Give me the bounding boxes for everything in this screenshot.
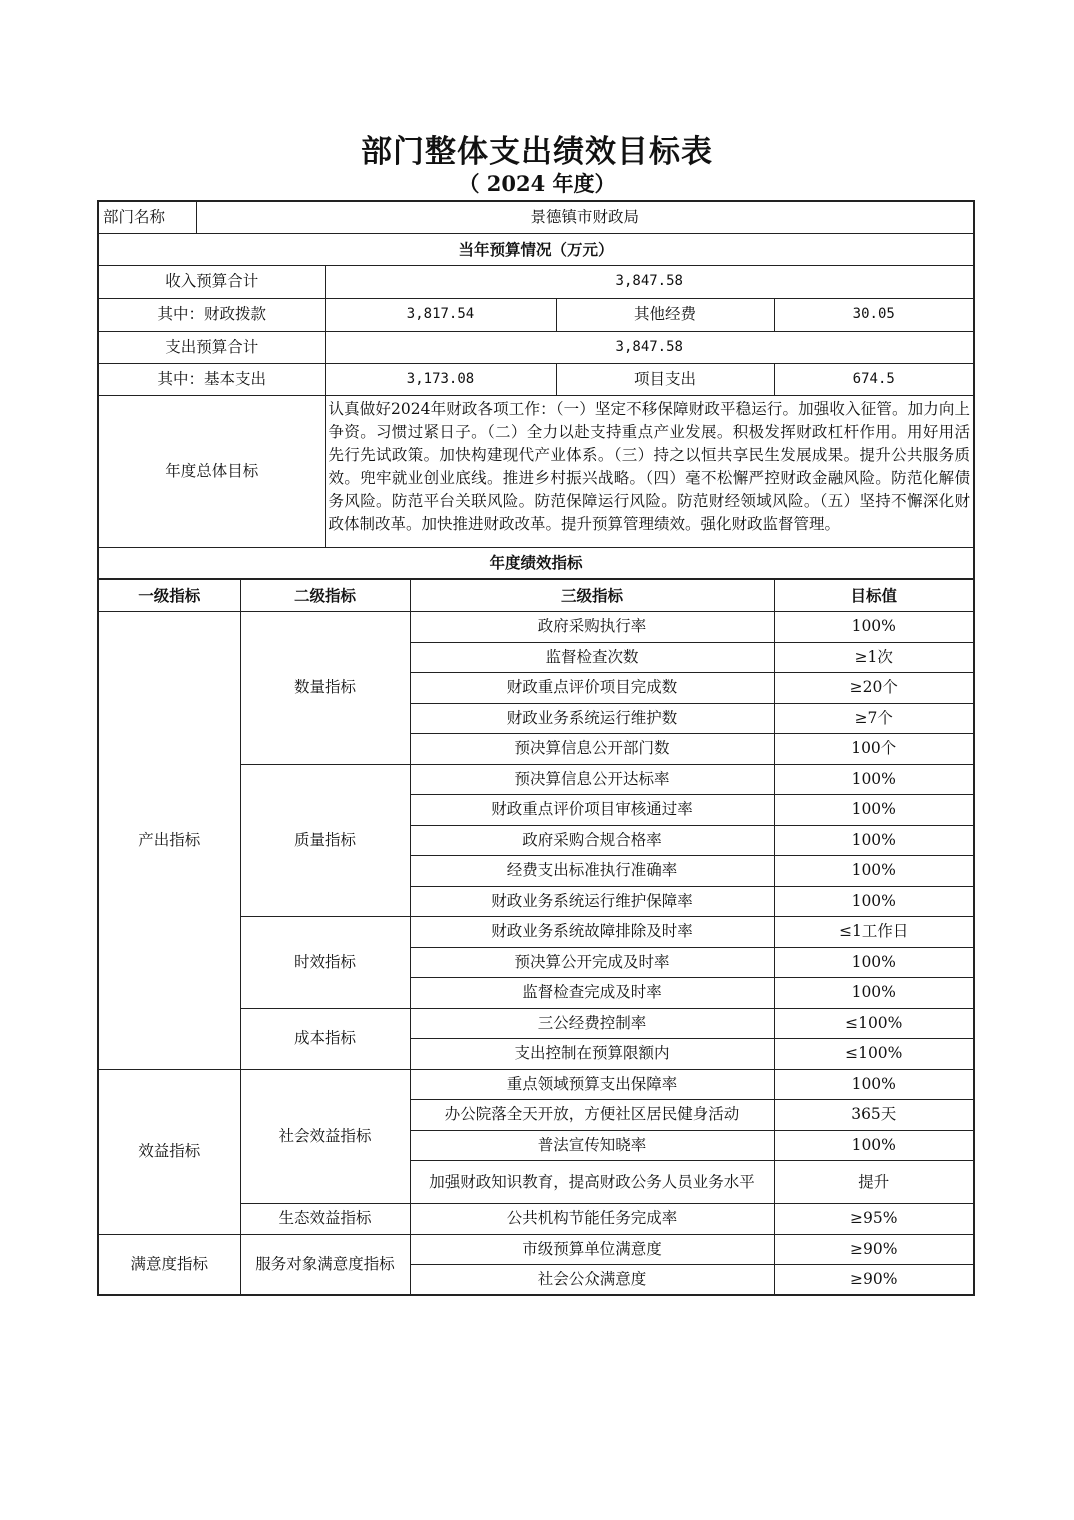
fiscal-value: 3,817.54 [325, 298, 556, 331]
col-header-level1: 一级指标 [98, 579, 240, 612]
budget-header: 当年预算情况（万元） [98, 233, 974, 265]
level3-indicator: 市级预算单位满意度 [410, 1234, 774, 1265]
level3-indicator: 支出控制在预算限额内 [410, 1039, 774, 1070]
target-value: 100% [774, 795, 974, 826]
dept-value: 景德镇市财政局 [196, 201, 974, 233]
level3-indicator: 预决算公开完成及时率 [410, 947, 774, 978]
level3-indicator: 监督检查完成及时率 [410, 978, 774, 1009]
page-subtitle: （ 2024 年度） [458, 171, 616, 196]
target-value: 提升 [774, 1161, 974, 1204]
level2-indicator: 服务对象满意度指标 [240, 1234, 410, 1295]
level2-indicator: 社会效益指标 [240, 1069, 410, 1204]
level1-indicator: 满意度指标 [98, 1234, 240, 1295]
indicators-header: 年度绩效指标 [98, 547, 974, 579]
target-value: ≤100% [774, 1039, 974, 1070]
target-value: ≥90% [774, 1234, 974, 1265]
target-value: 100% [774, 825, 974, 856]
level2-indicator: 成本指标 [240, 1008, 410, 1069]
indicator-row [98, 1069, 974, 1100]
other-value: 30.05 [774, 298, 974, 331]
level2-indicator: 生态效益指标 [240, 1204, 410, 1235]
expense-total-value: 3,847.58 [325, 331, 974, 363]
level3-indicator: 财政业务系统运行维护数 [410, 703, 774, 734]
level3-indicator: 社会公众满意度 [410, 1265, 774, 1296]
target-value: ≤100% [774, 1008, 974, 1039]
level3-indicator: 三公经费控制率 [410, 1008, 774, 1039]
level3-indicator: 政府采购执行率 [410, 612, 774, 643]
target-value: 100个 [774, 734, 974, 765]
expense-total-label: 支出预算合计 [98, 331, 325, 363]
indicators-column-headers [98, 579, 974, 612]
col-header-level2: 二级指标 [240, 579, 410, 612]
project-value: 674.5 [774, 363, 974, 395]
basic-label: 其中：基本支出 [98, 363, 325, 395]
target-value: 100% [774, 856, 974, 887]
other-label: 其他经费 [556, 298, 774, 331]
level2-indicator: 数量指标 [240, 612, 410, 765]
target-value: 100% [774, 947, 974, 978]
level3-indicator: 财政重点评价项目完成数 [410, 673, 774, 704]
indicator-row [98, 1234, 974, 1265]
target-value: 365天 [774, 1100, 974, 1131]
level3-indicator: 预决算信息公开达标率 [410, 764, 774, 795]
target-value: 100% [774, 1130, 974, 1161]
goal-label: 年度总体目标 [98, 395, 325, 547]
target-value: 100% [774, 764, 974, 795]
project-label: 项目支出 [556, 363, 774, 395]
target-value: ≥1次 [774, 642, 974, 673]
level3-indicator: 财政重点评价项目审核通过率 [410, 795, 774, 826]
target-value: 100% [774, 612, 974, 643]
col-header-level3: 三级指标 [410, 579, 774, 612]
level2-indicator: 时效指标 [240, 917, 410, 1009]
level3-indicator: 重点领域预算支出保障率 [410, 1069, 774, 1100]
indicators-table [97, 578, 975, 1296]
income-total-label: 收入预算合计 [98, 265, 325, 298]
budget-table [97, 200, 975, 580]
level3-indicator: 办公院落全天开放，方便社区居民健身活动 [410, 1100, 774, 1131]
page-title: 部门整体支出绩效目标表 [361, 134, 713, 170]
target-value: ≥20个 [774, 673, 974, 704]
goal-text: 认真做好2024年财政各项工作：（一）坚定不移保障财政平稳运行。加强收入征管。加力向上争资。习惯过紧日子。（二）全力以赴支持重点产业发展。积极发挥财政杠杆作用。用好用活先行先试政策。加快构建现代产业体系。（三）持之以恒共享民生发展成果。提升公共服务质效。兜牢就业创业底线。推进乡村振兴战略。（四）毫不松懈严控财政金融风险。防范化解债务风险。防范平台关联风险。防范保障运行风险。防范财经领域风险。（五）坚持不懈深化财政体制改革。加快推进财政改革。提升预算管理绩效。强化财政监督管理。 [325, 395, 974, 547]
target-value: ≥95% [774, 1204, 974, 1235]
level3-indicator: 财政业务系统故障排除及时率 [410, 917, 774, 948]
indicator-row [98, 612, 974, 643]
level2-indicator: 质量指标 [240, 764, 410, 917]
target-value: 100% [774, 978, 974, 1009]
col-header-target: 目标值 [774, 579, 974, 612]
level3-indicator: 加强财政知识教育，提高财政公务人员业务水平 [410, 1161, 774, 1204]
target-value: 100% [774, 1069, 974, 1100]
level3-indicator: 预决算信息公开部门数 [410, 734, 774, 765]
level1-indicator: 效益指标 [98, 1069, 240, 1234]
basic-value: 3,173.08 [325, 363, 556, 395]
level3-indicator: 经费支出标准执行准确率 [410, 856, 774, 887]
income-total-value: 3,847.58 [325, 265, 974, 298]
level1-indicator: 产出指标 [98, 612, 240, 1070]
target-value: ≥7个 [774, 703, 974, 734]
dept-label: 部门名称 [98, 201, 196, 233]
dept-row [98, 201, 974, 233]
fiscal-label: 其中：财政拨款 [98, 298, 325, 331]
target-value: ≤1工作日 [774, 917, 974, 948]
level3-indicator: 监督检查次数 [410, 642, 774, 673]
level3-indicator: 财政业务系统运行维护保障率 [410, 886, 774, 917]
level3-indicator: 普法宣传知晓率 [410, 1130, 774, 1161]
level3-indicator: 政府采购合规合格率 [410, 825, 774, 856]
target-value: 100% [774, 886, 974, 917]
target-value: ≥90% [774, 1265, 974, 1296]
level3-indicator: 公共机构节能任务完成率 [410, 1204, 774, 1235]
